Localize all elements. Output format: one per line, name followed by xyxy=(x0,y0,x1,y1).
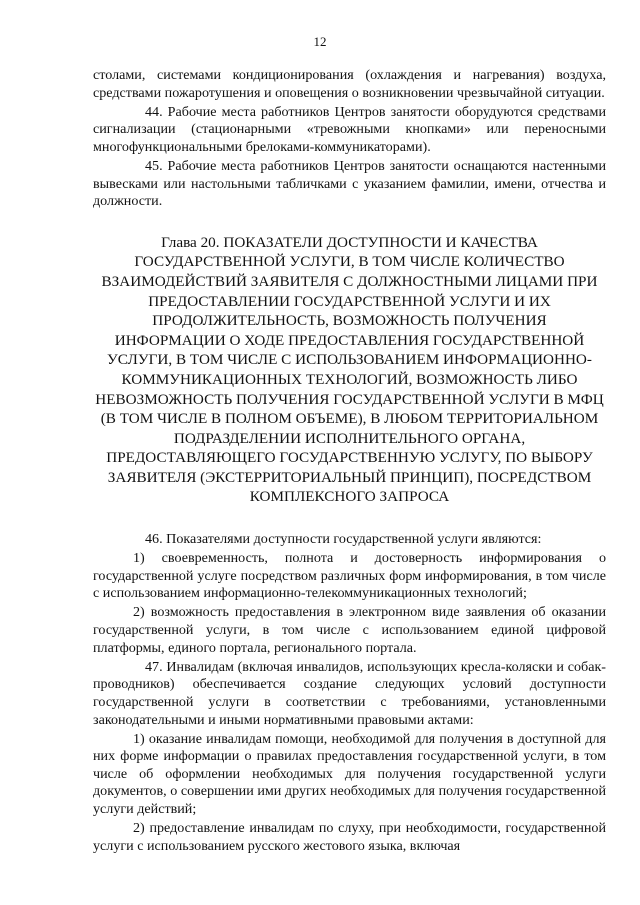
paragraph-46-item-2: 2) возможность предоставления в электронном виде заявления об оказании государственной услуги, в том числе с использованием единой цифровой платформы, единого портала, регионального портала. xyxy=(93,604,606,656)
paragraph-46: 46. Показателями доступности государственной услуги являются: xyxy=(145,531,542,548)
paragraph-46-item-1: 1) своевременность, полнота и достоверность информирования о государственной услуге посредством различных форм информирования, в том числе с использованием информационно-телекоммуникационных технологий; xyxy=(93,550,606,602)
paragraph-45: 45. Рабочие места работников Центров занятости оснащаются настенными вывесками или настольными табличками с указанием фамилии, имени, отчества и должности. xyxy=(93,157,606,210)
chapter-heading: Глава 20. ПОКАЗАТЕЛИ ДОСТУПНОСТИ И КАЧЕСТВА ГОСУДАРСТВЕННОЙ УСЛУГИ, В ТОМ ЧИСЛЕ КОЛИЧЕСТВО ВЗАИМОДЕЙСТВИЙ ЗАЯВИТЕЛЯ С ДОЛЖНОСТНЫМИ ЛИЦАМИ ПРИ ПРЕДОСТАВЛЕНИИ ГОСУДАРСТВЕННОЙ УСЛУГИ И ИХ ПРОДОЛЖИТЕЛЬНОСТЬ, ВОЗМОЖНОСТЬ ПОЛУЧЕНИЯ ИНФОРМАЦИИ О ХОДЕ ПРЕДОСТАВЛЕНИЯ ГОСУДАРСТВЕННОЙ УСЛУГИ, В ТОМ ЧИСЛЕ С ИСПОЛЬЗОВАНИЕМ ИНФОРМАЦИОННО-КОММУНИКАЦИОННЫХ ТЕХНОЛОГИЙ, ВОЗМОЖНОСТЬ ЛИБО НЕВОЗМОЖНОСТЬ ПОЛУЧЕНИЯ ГОСУДАРСТВЕННОЙ УСЛУГИ В МФЦ (В ТОМ ЧИСЛЕ В ПОЛНОМ ОБЪЕМЕ), В ЛЮБОМ ТЕРРИТОРИАЛЬНОМ ПОДРАЗДЕЛЕНИИ ИСПОЛНИТЕЛЬНОГО ОРГАНА, ПРЕДОСТАВЛЯЮЩЕГО ГОСУДАРСТВЕННУЮ УСЛУГУ, ПО ВЫБОРУ ЗАЯВИТЕЛЯ (ЭКСТЕРРИТОРИАЛЬНЫЙ ПРИНЦИП), ПОСРЕДСТВОМ КОМПЛЕКСНОГО ЗАПРОСА xyxy=(95,233,604,506)
paragraph-44: 44. Рабочие места работников Центров занятости оборудуются средствами сигнализации (стационарными «тревожными кнопками» или переносными многофункциональными брелоками-коммуникаторами). xyxy=(93,103,606,155)
paragraph-47: 47. Инвалидам (включая инвалидов, использующих кресла-коляски и собак-проводников) обеспечивается создание следующих условий доступности государственной услуги в соответствии с требованиями, установленными законодательными и иными нормативными правовыми актами: xyxy=(93,658,606,728)
paragraph-47-item-2: 2) предоставление инвалидам по слуху, при необходимости, государственной услуги с использованием русского жестового языка, включая xyxy=(93,820,606,854)
paragraph-47-item-1: 1) оказание инвалидам помощи, необходимой для получения в доступной для них форме информации о правилах предоставления государственной услуги, в том числе об оформлении необходимых для получения государственной услуги документов, о совершении ими других необходимых для получения государственной услуги действий; xyxy=(93,730,606,817)
paragraph-continuation: столами, системами кондиционирования (охлаждения и нагревания) воздуха, средствами пожаротушения и оповещения о возникновении чрезвычайной ситуации. xyxy=(93,67,606,101)
document-body xyxy=(93,67,606,857)
page-number: 12 xyxy=(313,34,327,49)
